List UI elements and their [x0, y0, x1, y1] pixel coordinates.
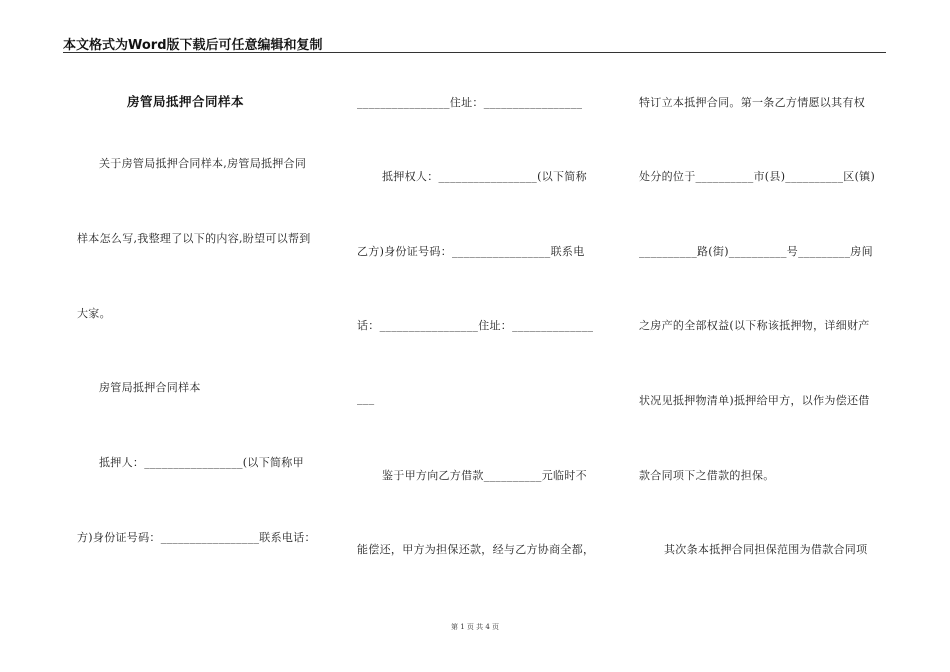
page-footer: [0, 622, 950, 632]
paragraph-line: 能偿还，甲方为担保还款，经与乙方协商全都，: [357, 543, 595, 556]
paragraph-line: 样本怎么写,我整理了以下的内容,盼望可以帮到: [77, 232, 311, 245]
paragraph-line: 方)身份证号码：_________________联系电话：: [77, 531, 316, 544]
paragraph-line: 抵押权人：_________________(以下简称: [382, 170, 587, 183]
page-indicator: 第 1 页 共 4 页: [450, 623, 500, 631]
document-title: 房管局抵押合同样本: [127, 94, 245, 109]
document-header: [63, 34, 886, 53]
paragraph-line: 其次条本抵押合同担保范围为借款合同项: [664, 543, 868, 556]
paragraph-line: 之房产的全部权益(以下称该抵押物，详细财产: [639, 319, 870, 332]
section-heading: 房管局抵押合同样本: [99, 381, 201, 394]
paragraph-line: 款合同项下之借款的担保。: [639, 469, 775, 482]
paragraph-line: ________________住址：_________________: [357, 96, 583, 109]
paragraph-line: 话：_________________住址：______________: [357, 319, 594, 332]
header-title: 本文格式为Word版下载后可任意编辑和复制: [63, 38, 323, 53]
paragraph-line: __________路(街)__________号_________房间: [639, 245, 873, 258]
paragraph-line: 关于房管局抵押合同样本,房管局抵押合同: [99, 157, 307, 170]
paragraph-line: 乙方)身份证号码：_________________联系电: [357, 245, 585, 258]
paragraph-line: 抵押人：_________________(以下简称甲: [99, 456, 304, 469]
paragraph-line: 处分的位于__________市(县)__________区(镇): [639, 170, 876, 183]
paragraph-line: 大家。: [77, 307, 111, 320]
paragraph-line: 特订立本抵押合同。第一条乙方情愿以其有权: [639, 96, 865, 109]
paragraph-line: 状况见抵押物清单)抵押给甲方，以作为偿还借: [639, 394, 870, 407]
paragraph-line: ___: [357, 392, 375, 405]
paragraph-line: 鉴于甲方向乙方借款__________元临时不: [382, 469, 587, 482]
